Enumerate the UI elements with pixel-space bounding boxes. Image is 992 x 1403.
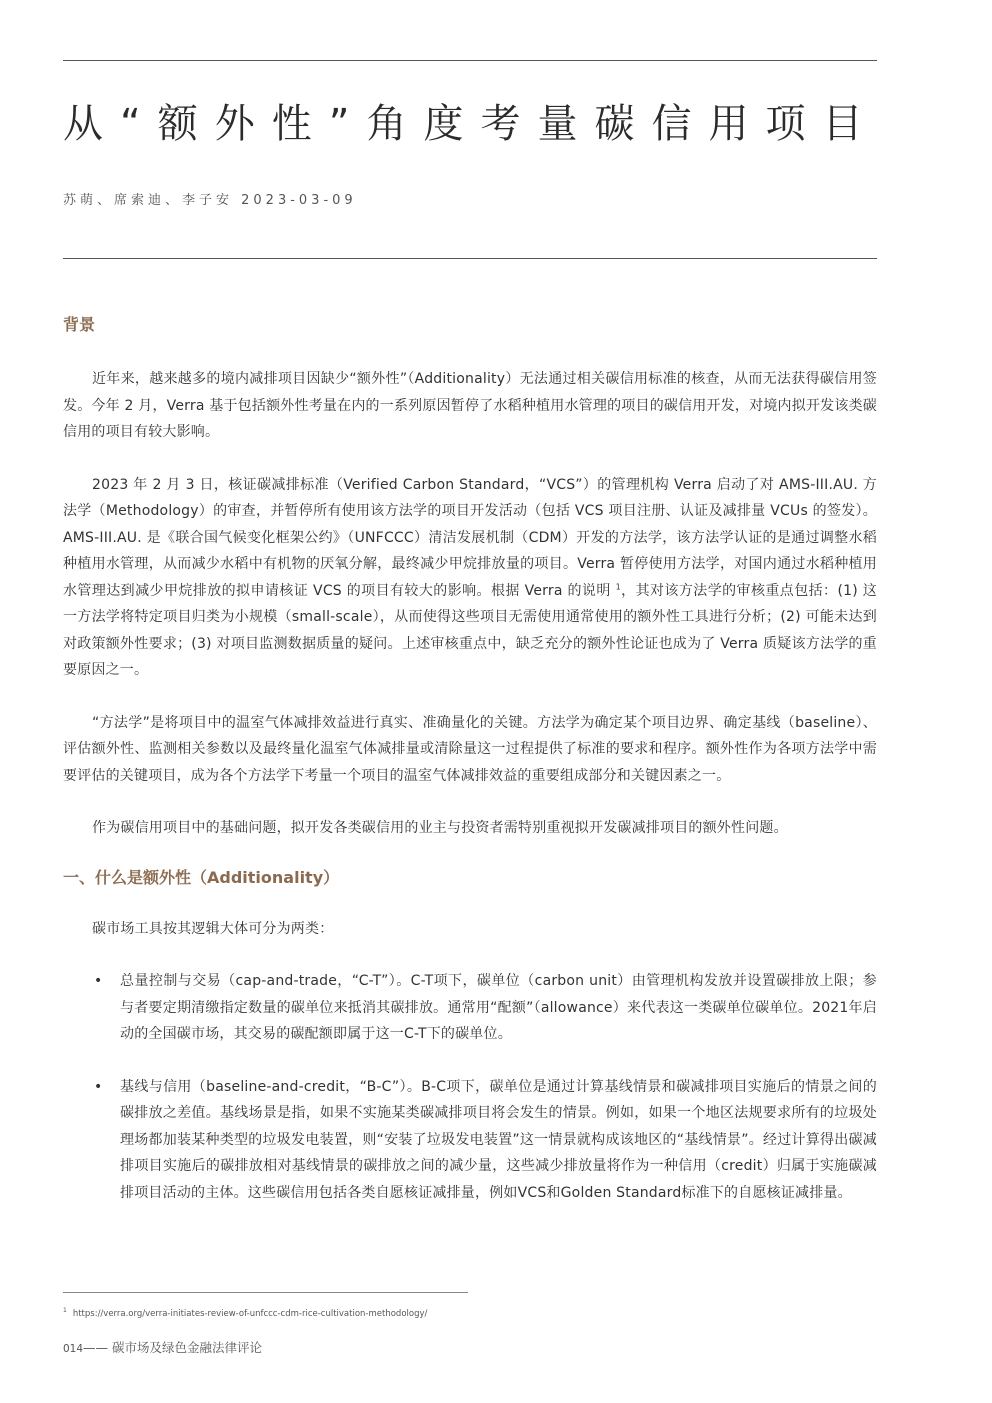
bullet-marker: • [94,1078,103,1095]
footnote [63,1309,427,1319]
section-heading-additionality: 一、什么是额外性（Additionality） [63,867,340,887]
footnote-url[interactable]: https://verra.org/verra-initiates-review-of-unfccc-cdm-rice-cultivation-methodology/ [72,1309,428,1319]
list-item-text: 基线与信用（baseline-and-credit，“B-C”）。B-C项下，碳单位是通过计算基线情景和碳减排项目实施后的情景之间的碳排放之差值。基线场景是指，如果不实施某类碳减排项目将会发生的情景。例如，如果一个地区法规要求所有的垃圾处理场都加装某种类型的垃圾发电装置，则“安装了垃圾发电装置”这一情景就构成该地区的“基线情景”。经过计算得出碳减排项目实施后的碳排放相对基线情景的碳排放之间的减少量，这些减少排放量将作为一种信用（credit）归属于实施碳减排项目活动的主体。这些碳信用包括各类自愿核证减排量，例如VCS和Golden Standard标准下的自愿核证减排量。 [120,1078,877,1201]
paragraph-text: 2023 年 2 月 3 日，核证碳减排标准（Verified Carbon Standard，“VCS”）的管理机构 Verra 启动了对 AMS-III.AU. 方法学（Methodology）的审查，并暂停所有使用该方法学的项目开发活动（包括 VCS 项目注册、认证及减排量 VCUs 的签发）。AMS-III.AU. 是《联合国气候变化框架公约》（UNFCCC）清洁发展机制（CDM）开发的方法学，该方法学认证的是通过调整水稻种植用水管理，从而减少水稻中有机物的厌氧分解，最终减少甲烷排放量的项目。Verra 暂停使用方法学，对国内通过水稻种植用水管理达到减少甲烷排放的拟申请核证 VCS 的项目有较大的影响。根据 Verra 的说明 [63,476,877,599]
paragraph [63,472,877,684]
list-item-text: 总量控制与交易（cap-and-trade，“C-T”）。C-T项下，碳单位（carbon unit）由管理机构发放并设置碳排放上限；参与者要定期清缴指定数量的碳单位来抵消其碳排放。通常用“配额”（allowance）来代表这一类碳单位碳单位。2021年启动的全国碳市场，其交易的碳配额即属于这一C-T下的碳单位。 [120,973,877,1042]
byline: 苏萌、席索迪、李子安 2023-03-09 [63,193,357,208]
list-item [63,968,877,1048]
paragraph: “方法学”是将项目中的温室气体减排效益进行真实、准确量化的关键。方法学为确定某个项目边界、确定基线（baseline）、评估额外性、监测相关参数以及最终量化温室气体减排量或清除量这一过程提供了标准的要求和程序。额外性作为各项方法学中需要评估的关键项目，成为各个方法学下考量一个项目的温室气体减排效益的重要组成部分和关键因素之一。 [63,714,877,784]
journal-name: —— 碳市场及绿色金融法律评论 [83,1340,263,1355]
page-number: 014 [63,1343,84,1355]
top-rule [63,60,877,61]
page-footer [63,1338,262,1356]
section-heading-background: 背景 [63,315,96,334]
list-item [63,1074,877,1207]
article-body [63,314,877,1206]
header-rule [63,258,877,259]
article-title: 从“额外性”角度考量碳信用项目 [63,101,880,147]
bullet-marker: • [94,973,103,989]
paragraph: 碳市场工具按其逻辑大体可分为两类： [92,920,334,937]
paragraph: 作为碳信用项目中的基础问题，拟开发各类碳信用的业主与投资者需特别重视拟开发碳减排项目的额外性问题。 [92,820,788,836]
paragraph: 近年来，越来越多的境内减排项目因缺少“额外性”（Additionality）无法通过相关碳信用标准的核查，从而无法获得碳信用签发。今年 2 月，Verra 基于包括额外性考量在内的一系列原因暂停了水稻种植用水管理的项目的碳信用开发，对境内拟开发该类碳信用的项目有较大影响。 [63,371,877,440]
footnote-ref[interactable]: 1 [615,581,621,591]
footnote-rule [63,1292,468,1293]
paragraph-text: ，其对该方法学的审核重点包括：(1) 这一方法学将特定项目归类为小规模（small-scale），从而使得这些项目无需使用通常使用的额外性工具进行分析；(2) 可能未达到对政策额外性要求；(3) 对项目监测数据质量的疑问。上述审核重点中，缺乏充分的额外性论证也成为了 Verra 质疑该方法学的重要原因之一。 [63,582,877,678]
footnote-mark: 1 [63,1307,67,1315]
